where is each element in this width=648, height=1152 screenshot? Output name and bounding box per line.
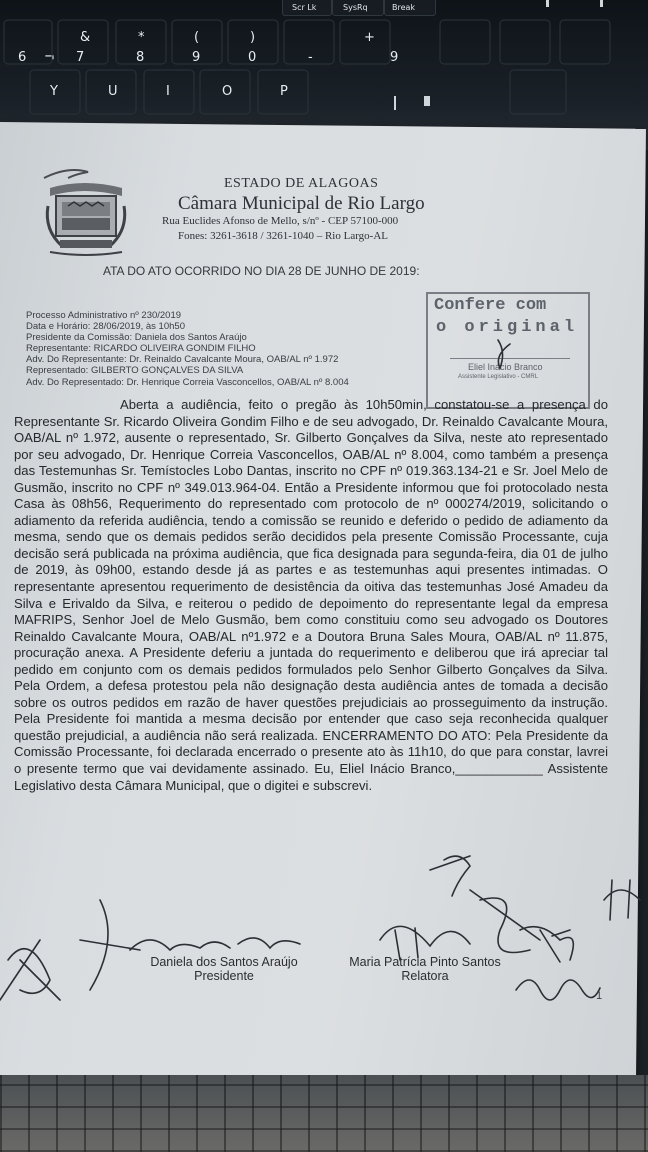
signature-relatora [340,955,510,983]
key-minus: - [308,50,313,65]
meta-line: Data e Horário: 28/06/2019, às 10h50 [26,321,185,333]
key-break: Break [392,3,416,12]
key-lparen: ( [194,30,200,45]
key-0: 0 [248,50,257,65]
desk-surface [0,1075,648,1152]
letterhead-phones: Fones: 3261-3618 / 3261-1040 – Rio Largo-AL [178,230,389,242]
key-plus: + [364,30,375,45]
key-rparen: ) [250,30,256,45]
letterhead-state: ESTADO DE ALAGOAS [224,176,379,191]
signature-role: Relatora [401,969,449,983]
meta-line: Adv. Do Representante: Dr. Reinaldo Cavalcante Moura, OAB/AL nº 1.972 [26,354,339,366]
letterhead-chamber: Câmara Municipal de Rio Largo [178,193,425,214]
confere-original-stamp [426,292,590,409]
key-o: O [222,84,233,99]
key-not: ¬ [44,50,55,65]
key-8: 8 [136,50,145,65]
key-y: Y [50,84,58,99]
key-7: 7 [76,50,85,65]
stamp-line-1: Confere com [434,296,547,315]
document-title: ATA DO ATO OCORRIDO NO DIA 28 DE JUNHO DE 2019: [103,264,420,278]
key-asterisk: * [138,30,145,45]
stamp-name: Eliel Inácio Branco [468,362,543,372]
signature-role: Presidente [194,969,254,983]
key-sysrq: SysRq [343,3,368,12]
page-mark: 1 [596,990,603,1002]
signature-presidente [134,955,314,983]
key-scrlk: Scr Lk [292,3,317,12]
stamp-role: Assistente Legislativo - CMRL [458,374,539,380]
municipal-coat-of-arms-icon [38,166,130,258]
key-u: U [108,84,118,99]
key-numpad-9: 9 [390,50,399,65]
signature-name: Daniela dos Santos Araújo [150,955,298,969]
meta-line: Processo Administrativo nº 230/2019 [26,310,182,321]
key-amp: & [80,30,91,45]
key-p: P [280,84,288,99]
key-9: 9 [192,50,201,65]
key-i: I [166,84,170,99]
meta-line: Adv. Do Representado: Dr. Henrique Correia Vasconcellos, OAB/AL nº 8.004 [26,376,349,388]
signature-name: Maria Patrícia Pinto Santos [349,955,501,969]
minutes-paragraph: Aberta a audiência, feito o pregão às 10h50min, constatou-se a presença do Representante Sr. Ricardo Oliveira Gondim Filho e de seu advogado, Dr. Reinaldo Cavalcante Moura, OAB/AL nº 1.972, ausente o representado, Sr. Gilberto Gonçalves da Silva, neste ato representado por seu advogado, Dr. Henrique Correia Vasconcellos, OAB/AL nº 8.004, como também a presença das Testemunhas Sr. Temístocles Lobo Dantas, inscrito no CPF nº 019.363.134-21 e Sr. Joel Melo de Gusmão, inscrito no CPF nº 349.013.964-04. Então a Presidente informou que foi protocolado nesta Casa às 08h56, Requerimento do representado com protocolo de nº 000274/2019, solicitando o adiamento da referida audiência, tendo a comissão se reunido e deferido o pedido de adiamento da mesma, sendo que os demais pedidos serão decididos pela presente Comissão Processante, cuja decisão será publicada na próxima audiência, que fica designada para segunda-feira, dia 01 de julho de 2019, às 09h00, estando desde já as partes e as testemunhas aqui presentes intimadas. O representante apresentou requerimento de desistência da oitiva das testemunhas José Amadeu da Silva e Erivaldo da Silva, e reiterou o pedido de depoimento do representante legal da empresa MAFRIPS, Senhor Joel de Melo Gusmão, bem como constituiu como seu advogado os Doutores Reinaldo Cavalcante Moura, OAB/AL nº1.972 e a Doutora Bruna Sales Moura, OAB/AL nº 11.875, procuração anexa. A Presidente deferiu a juntada do requerimento e deliberou que irá apreciar tal pedido em conjunto com os demais pedidos formulados pelo Senhor Gilberto Gonçalves da Silva. Pela Ordem, a defesa protestou pela não designação desta audiência antes de tomada a decisão sobre os outros pedidos em razão de haver questões prejudiciais ao prosseguimento da instrução. Pela Presidente foi mantida a mesma decisão por entender que caso seja reconhecida qualquer questão prejudicial, a audiência não será realizada. ENCERRAMENTO DO ATO: Pela Presidente da Comissão Processante, foi declarada encerrado o presente ato às 11h10, do que para constar, lavrei o presente termo que vai devidamente assinado. Eu, Eliel Inácio Branco,____________ Assistente Legislativo desta Câmara Municipal, que o digitei e subscrevi. [14,397,608,793]
minutes-body [14,397,608,794]
meta-line: Representado: GILBERTO GONÇALVES DA SILVA [26,365,244,377]
key-6: 6 [18,50,27,65]
stamp-line-2: o original [436,318,579,337]
meta-line: Presidente da Comissão: Daniela dos Santos Araújo [26,332,247,344]
process-metadata [26,310,349,388]
meta-line: Representante: RICARDO OLIVEIRA GONDIM FILHO [26,343,256,355]
letterhead-address: Rua Euclides Afonso de Mello, s/nº - CEP 57100-000 [162,215,399,227]
